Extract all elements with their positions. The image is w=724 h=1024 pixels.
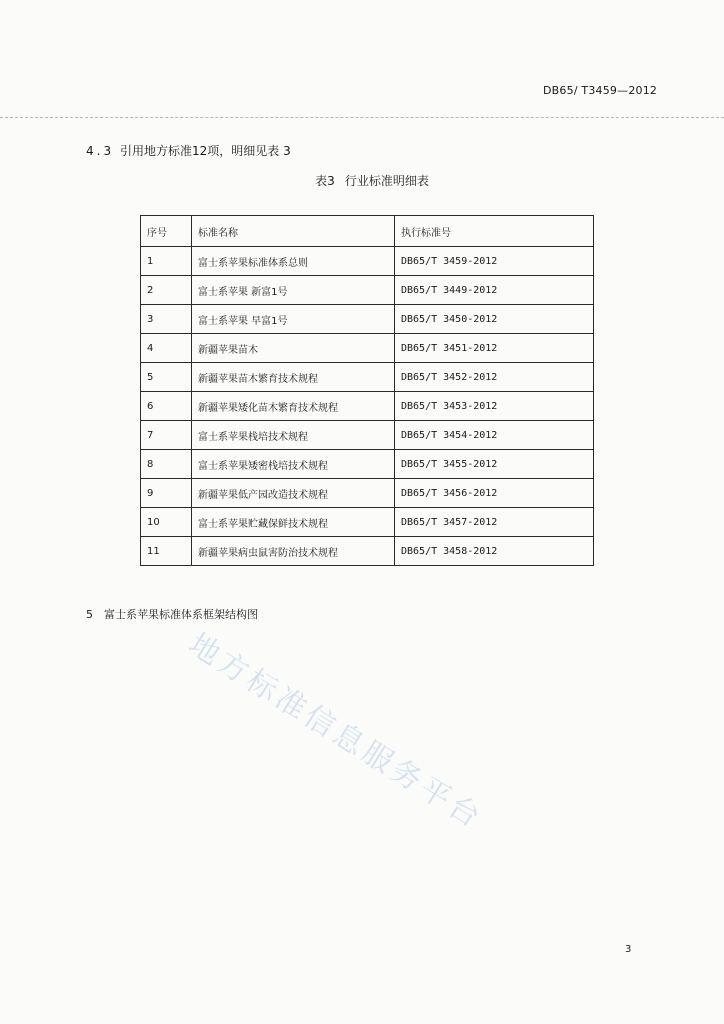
header-index: 序号: [141, 216, 192, 247]
row-standard-name: 富士系苹果矮密栈培技术规程: [192, 450, 395, 479]
row-index: 8: [141, 450, 192, 479]
table-row: [141, 247, 594, 276]
row-standard-name: 新疆苹果病虫鼠害防治技术规程: [192, 537, 395, 566]
table-row: [141, 392, 594, 421]
row-index: 11: [141, 537, 192, 566]
section-text: 富士系苹果标准体系框架结构图: [104, 608, 258, 621]
table-row: [141, 508, 594, 537]
table-row: [141, 276, 594, 305]
row-index: 9: [141, 479, 192, 508]
section-5: [86, 606, 258, 622]
row-standard-name: 新疆苹果矮化苗木繁育技术规程: [192, 392, 395, 421]
table-caption-number: 表3: [315, 174, 335, 188]
row-standard-number: DB65/T 3456-2012: [395, 479, 594, 508]
table-row: [141, 305, 594, 334]
row-standard-name: 富士系苹果栈培技术规程: [192, 421, 395, 450]
row-standard-number: DB65/T 3455-2012: [395, 450, 594, 479]
section-number: 4.3: [86, 144, 115, 158]
page-number: 3: [625, 944, 632, 955]
row-standard-number: DB65/T 3449-2012: [395, 276, 594, 305]
document-code: DB65/ T3459—2012: [543, 84, 658, 97]
section-number: 5: [86, 608, 93, 621]
row-standard-number: DB65/T 3457-2012: [395, 508, 594, 537]
table-row: [141, 450, 594, 479]
row-index: 4: [141, 334, 192, 363]
row-index: 7: [141, 421, 192, 450]
section-4-3: [86, 142, 291, 159]
row-index: 2: [141, 276, 192, 305]
row-standard-name: 新疆苹果苗木繁育技术规程: [192, 363, 395, 392]
row-index: 10: [141, 508, 192, 537]
table-row: [141, 421, 594, 450]
row-index: 6: [141, 392, 192, 421]
section-text: 引用地方标准12项，明细见表 3: [120, 144, 291, 158]
table-row: [141, 537, 594, 566]
table-caption-title: 行业标准明细表: [344, 174, 429, 188]
row-index: 1: [141, 247, 192, 276]
row-standard-name: 新疆苹果低产园改造技术规程: [192, 479, 395, 508]
row-standard-number: DB65/T 3453-2012: [395, 392, 594, 421]
watermark-text: 地方标准信息服务平台: [182, 626, 490, 837]
row-standard-name: 富士系苹果 早富1号: [192, 305, 395, 334]
row-standard-name: 富士系苹果标准体系总则: [192, 247, 395, 276]
row-standard-number: DB65/T 3454-2012: [395, 421, 594, 450]
table-header-row: [141, 216, 594, 247]
row-standard-number: DB65/T 3459-2012: [395, 247, 594, 276]
header-standard-name: 标准名称: [192, 216, 395, 247]
row-index: 5: [141, 363, 192, 392]
table-row: [141, 479, 594, 508]
row-standard-name: 富士系苹果贮藏保鲜技术规程: [192, 508, 395, 537]
row-standard-name: 新疆苹果苗木: [192, 334, 395, 363]
table-row: [141, 334, 594, 363]
table-caption: [0, 172, 724, 189]
row-standard-number: DB65/T 3452-2012: [395, 363, 594, 392]
header-standard-number: 执行标准号: [395, 216, 594, 247]
standards-table: [140, 215, 594, 566]
header-divider: [0, 117, 724, 118]
row-index: 3: [141, 305, 192, 334]
row-standard-number: DB65/T 3458-2012: [395, 537, 594, 566]
row-standard-name: 富士系苹果 新富1号: [192, 276, 395, 305]
row-standard-number: DB65/T 3451-2012: [395, 334, 594, 363]
row-standard-number: DB65/T 3450-2012: [395, 305, 594, 334]
table-row: [141, 363, 594, 392]
